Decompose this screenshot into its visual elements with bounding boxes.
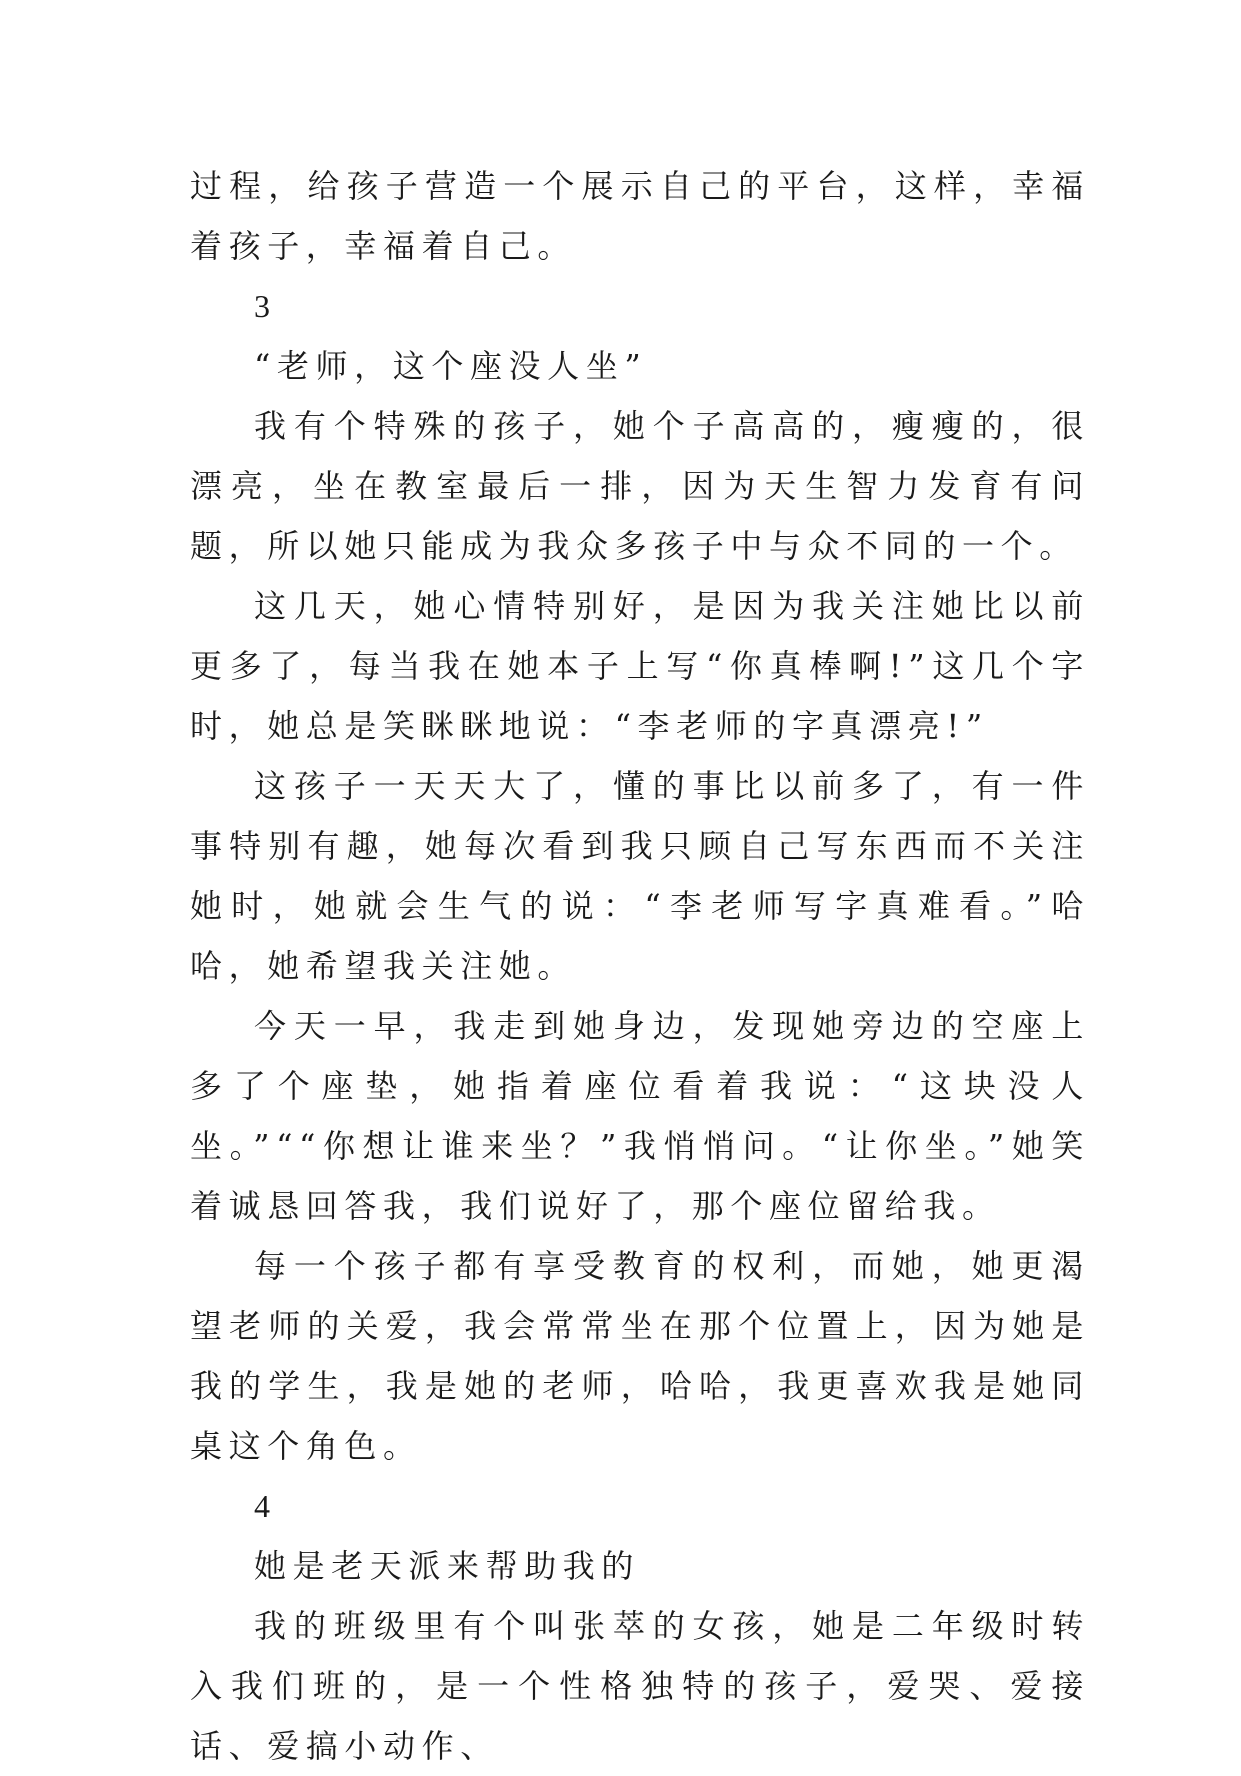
paragraph: 这几天，她心情特别好，是因为我关注她比以前更多了，每当我在她本子上写“你真棒啊!”这几个字时，她总是笑眯眯地说：“李老师的字真漂亮!”	[190, 587, 1090, 745]
paragraph: 今天一早，我走到她身边，发现她旁边的空座上多了个座垫，她指着座位看着我说：“这块没人坐。”““你想让谁来坐？”我悄悄问。“让你坐。”她笑着诚恳回答我，我们说好了，那个座位留给我。	[190, 1007, 1090, 1225]
paragraph-continuation: 过程，给孩子营造一个展示自己的平台，这样，幸福着孩子，幸福着自己。	[190, 167, 1090, 265]
paragraph: 每一个孩子都有享受教育的权利，而她，她更渴望老师的关爱，我会常常坐在那个位置上，因为她是我的学生，我是她的老师，哈哈，我更喜欢我是她同桌这个角色。	[190, 1247, 1090, 1465]
section-title: “老师，这个座没人坐”	[254, 347, 648, 385]
section-number: 4	[254, 1488, 277, 1524]
section-number: 3	[254, 288, 277, 324]
paragraph: 我的班级里有个叫张萃的女孩，她是二年级时转入我们班的，是一个性格独特的孩子，爱哭、爱接话、爱搞小动作、	[190, 1607, 1090, 1765]
paragraph: 我有个特殊的孩子，她个子高高的，瘦瘦的，很漂亮，坐在教室最后一排，因为天生智力发育有问题，所以她只能成为我众多孩子中与众不同的一个。	[190, 407, 1090, 565]
section-title: 她是老天派来帮助我的	[254, 1547, 641, 1585]
document-body	[190, 156, 1090, 1776]
paragraph: 这孩子一天天大了，懂的事比以前多了，有一件事特别有趣，她每次看到我只顾自己写东西而不关注她时，她就会生气的说：“李老师写字真难看。”哈哈，她希望我关注她。	[190, 767, 1090, 985]
